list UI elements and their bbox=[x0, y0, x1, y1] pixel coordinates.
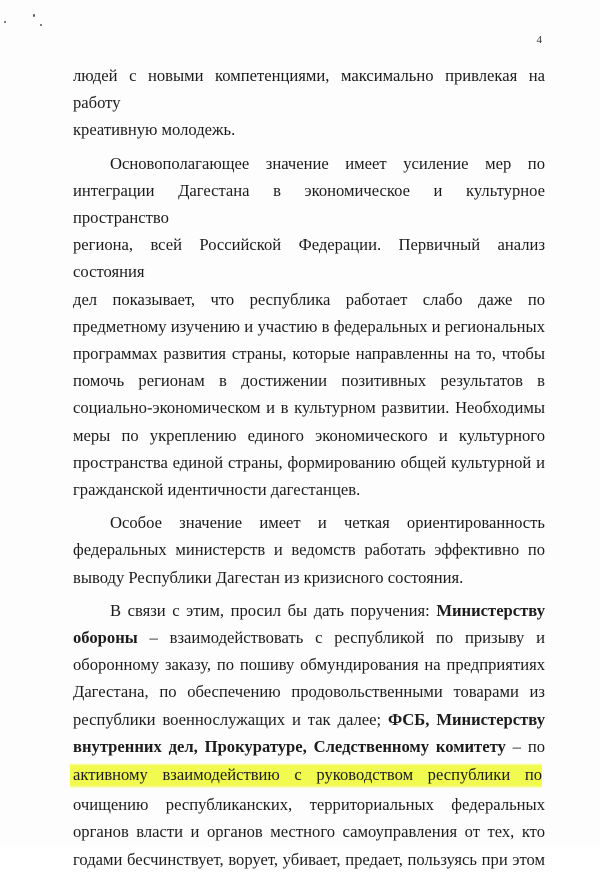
page-number: 4 bbox=[536, 34, 542, 46]
highlighted-text: активному взаимодействию с руководством республики по bbox=[70, 760, 542, 791]
text-line: дел показывает, что республика работает слабо даже по bbox=[73, 289, 545, 309]
text-line: очищению республиканских, территориальных федеральных bbox=[73, 795, 545, 815]
text-line: Основополагающее значение имеет усиление мер по bbox=[110, 153, 545, 173]
bold-text: Министерству bbox=[436, 600, 545, 620]
text-line: годами бесчинствует, ворует, убивает, предает, пользуясь при этом bbox=[73, 849, 545, 869]
bold-text: ФСБ, Министерству bbox=[388, 709, 545, 729]
bold-text: обороны bbox=[73, 628, 138, 648]
text-line: региона, всей Российской Федерации. Первичный анализ состояния bbox=[73, 235, 545, 282]
scan-speck bbox=[40, 24, 42, 26]
text-line bbox=[73, 706, 545, 733]
scan-speck bbox=[33, 14, 35, 17]
bold-text: внутренних дел, Прокуратуре, Следственному комитету bbox=[73, 736, 506, 756]
text-line bbox=[73, 624, 545, 651]
text-line: меры по укреплению единого экономического и культурного bbox=[73, 425, 545, 445]
text-run: республики военнослужащих и так далее; bbox=[73, 709, 389, 729]
text-line: людей с новыми компетенциями, максимально привлекая на работу bbox=[73, 66, 545, 113]
text-line: гражданской идентичности дагестанцев. bbox=[73, 480, 361, 500]
text-line: социально-экономическом и в культурном развитии. Необходимы bbox=[73, 398, 545, 418]
scan-speck bbox=[4, 21, 6, 23]
text-line: Дагестана, по обеспечению продовольственными товарами из bbox=[73, 682, 545, 702]
text-line: креативную молодежь. bbox=[73, 120, 236, 140]
text-line: помочь регионам в достижении позитивных результатов в bbox=[73, 371, 545, 391]
text-line: программах развития страны, которые направленны на то, чтобы bbox=[73, 344, 545, 364]
text-line: пространства единой страны, формированию общей культурной и bbox=[73, 452, 545, 472]
text-run: В связи с этим, просил бы дать поручения: bbox=[110, 600, 437, 620]
text-line: федеральных министерств и ведомств работать эффективно по bbox=[73, 540, 545, 560]
text-run: – взаимодействовать с республикой по призыву и bbox=[137, 628, 545, 648]
text-line: предметному изучению и участию в федеральных и региональных bbox=[73, 316, 545, 336]
text-line bbox=[73, 597, 545, 624]
text-line: органов власти и органов местного самоуправления от тех, кто bbox=[73, 822, 545, 842]
text-line: оборонному заказу, по пошиву обмундирования на предприятиях bbox=[73, 655, 545, 675]
body-text bbox=[73, 62, 545, 873]
text-line: выводу Республики Дагестан из кризисного состояния. bbox=[73, 567, 464, 587]
text-run: – по bbox=[505, 736, 545, 756]
text-line: Особое значение имеет и четкая ориентированность bbox=[110, 513, 545, 533]
text-line bbox=[73, 733, 545, 760]
text-line: интеграции Дагестана в экономическое и культурное пространство bbox=[73, 180, 545, 228]
text-line bbox=[73, 760, 545, 791]
